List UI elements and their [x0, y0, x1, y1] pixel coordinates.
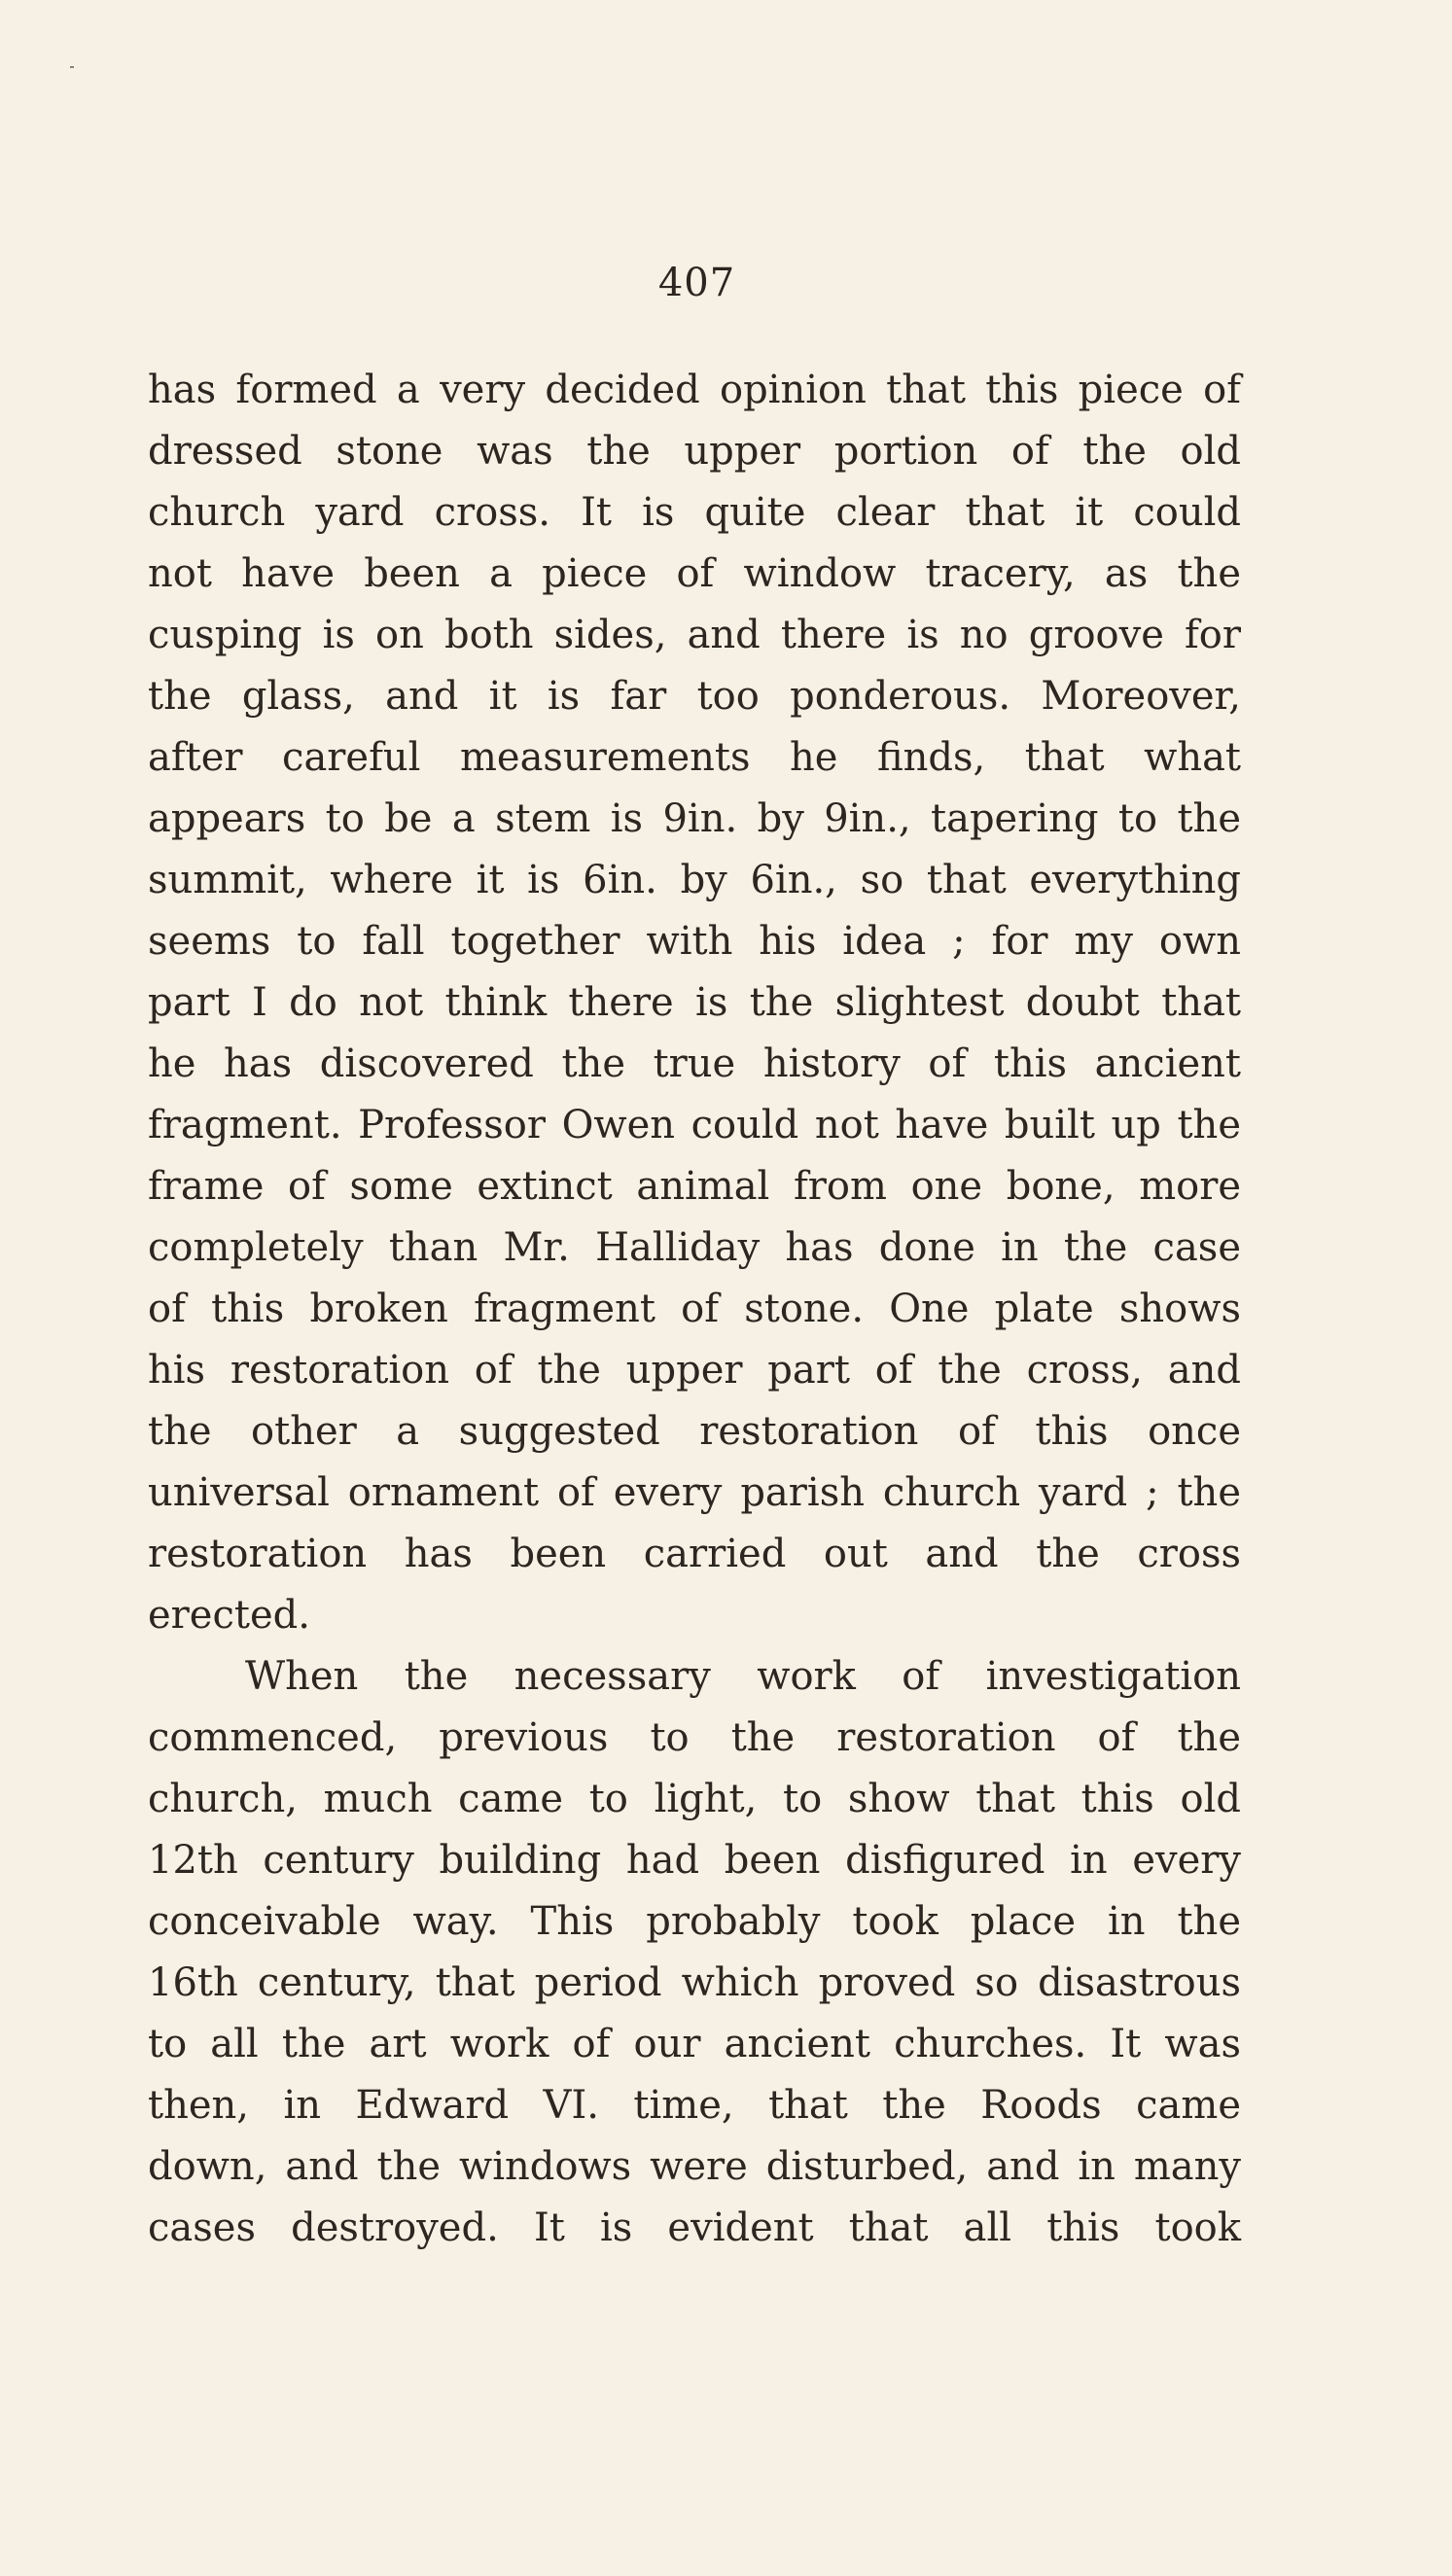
text-line: not have been a piece of window tracery, as the — [148, 551, 1241, 596]
text-line: universal ornament of every parish church yard ; the — [148, 1470, 1241, 1515]
text-line: commenced, previous to the restoration of the — [148, 1715, 1241, 1760]
body-text — [148, 360, 1241, 2259]
paper-speck — [70, 66, 74, 68]
text-line: seems to fall together with his idea ; for my own — [148, 919, 1241, 964]
text-line: conceivable way. This probably took place in the — [148, 1899, 1241, 1944]
text-line: to all the art work of our ancient churches. It was — [148, 2022, 1241, 2066]
text-line: he has discovered the true history of this ancient — [148, 1041, 1241, 1086]
paragraph-start-line: When the necessary work of investigation — [245, 1654, 1241, 1699]
text-line: has formed a very decided opinion that this piece of — [148, 368, 1241, 412]
text-line: the glass, and it is far too ponderous. Moreover, — [148, 674, 1241, 719]
text-line: after careful measurements he finds, that what — [148, 735, 1241, 780]
text-line: down, and the windows were disturbed, and in many — [148, 2144, 1241, 2189]
page-number: 407 — [657, 261, 736, 305]
text-line: church yard cross. It is quite clear that it could — [148, 490, 1241, 535]
text-line: 16th century, that period which proved so disastrous — [148, 1960, 1241, 2005]
text-line: cases destroyed. It is evident that all this took — [148, 2205, 1241, 2250]
text-line: summit, where it is 6in. by 6in., so that everything — [148, 858, 1241, 902]
paragraph-end-line: erected. — [148, 1593, 310, 1638]
text-line: dressed stone was the upper portion of the old — [148, 429, 1241, 474]
text-line: fragment. Professor Owen could not have built up the — [148, 1103, 1241, 1147]
text-line: 12th century building had been disfigured in every — [148, 1838, 1241, 1883]
text-line: of this broken fragment of stone. One plate shows — [148, 1287, 1241, 1331]
text-line: then, in Edward VI. time, that the Roods came — [148, 2083, 1241, 2128]
text-line: appears to be a stem is 9in. by 9in., tapering to the — [148, 796, 1241, 841]
text-line: the other a suggested restoration of this once — [148, 1409, 1241, 1454]
text-line: frame of some extinct animal from one bone, more — [148, 1164, 1241, 1209]
text-line: his restoration of the upper part of the cross, and — [148, 1348, 1241, 1393]
text-line: church, much came to light, to show that this old — [148, 1777, 1241, 1821]
text-line: restoration has been carried out and the cross — [148, 1532, 1241, 1576]
text-line: cusping is on both sides, and there is no groove for — [148, 613, 1241, 657]
text-line: completely than Mr. Halliday has done in the case — [148, 1225, 1241, 1270]
text-line: part I do not think there is the slightest doubt that — [148, 980, 1241, 1025]
